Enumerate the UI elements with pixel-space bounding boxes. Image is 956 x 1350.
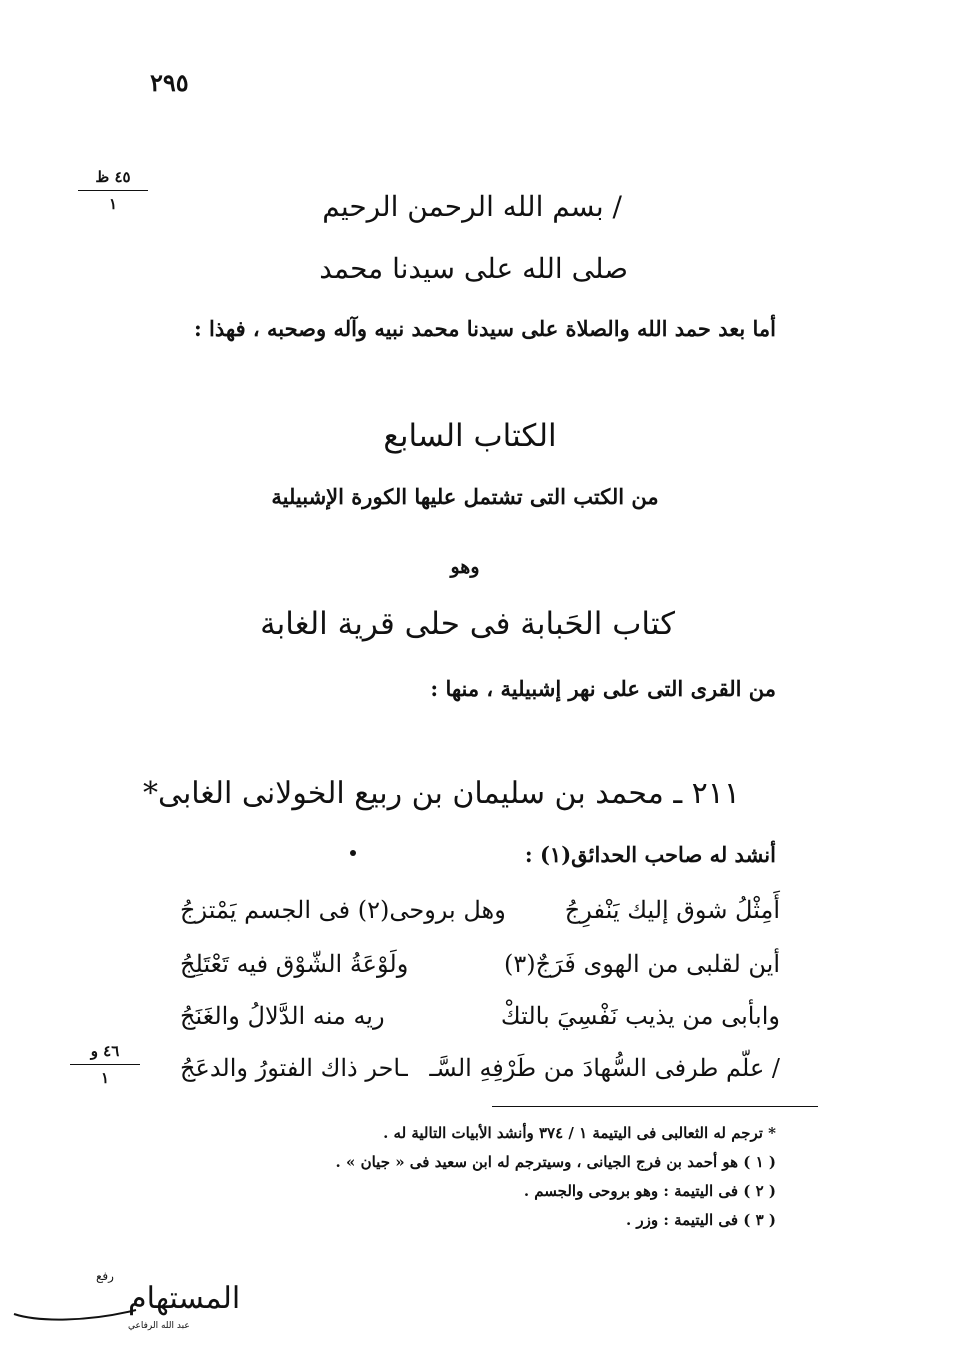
- verse-first-hemistich: وابأبى من يذيب نَفْسِيَ بالتكْ: [500, 1002, 780, 1030]
- opening-line: أما بعد حمد الله والصلاة على سيدنا محمد نبيه وآله وصحبه ، فهذا :: [193, 316, 776, 341]
- verse-first-hemistich: أَمِثْلُ شوق إليك يَنْفرِجُ: [564, 896, 780, 924]
- book-description: من الكتب التى تشتمل عليها الكورة الإشبيلية: [271, 484, 659, 509]
- margin-folio-number: ١: [100, 1069, 110, 1087]
- margin-folio-label: ٤٦ و: [90, 1042, 120, 1060]
- margin-rule: [70, 1064, 140, 1065]
- verse-line: [180, 1002, 780, 1046]
- verse-first-hemistich: / علّم طرفى السُّهادَ من طَرْفِهِ السَّـ: [429, 1054, 780, 1082]
- villages-intro: من القرى التى على نهر إشبيلية ، منها :: [430, 676, 776, 701]
- footnote: ( ٣ ) فى اليتيمة : وزر .: [625, 1211, 776, 1229]
- verse-first-hemistich: أين لقلبى من الهوى فَرَجٌ(٣): [504, 950, 780, 978]
- page-number: ٢٩٥: [150, 68, 189, 97]
- svg-text:عبد الله الرفاعي: عبد الله الرفاعي: [128, 1321, 190, 1331]
- margin-folio-mark: [78, 166, 148, 215]
- svg-text:المستهام: المستهام: [128, 1281, 241, 1316]
- verse-second-hemistich: ولَوْعَةُ الشّوْق فيه تَعْتَلِجُ: [180, 950, 409, 978]
- verse-line: [180, 1054, 780, 1098]
- margin-rule: [78, 190, 148, 191]
- library-seal-logo: [8, 1264, 241, 1332]
- salah-line: صلى الله على سيدنا محمد: [319, 252, 628, 285]
- svg-text:رفع: رفع: [96, 1269, 114, 1283]
- footnote: * ترجم له الثعالبى فى اليتيمة ١ / ٣٧٤ وأنشد الأبيات التالية له .: [383, 1124, 776, 1142]
- entry-heading: ٢١١ ـ محمد بن سليمان بن ربيع الخولانى الغابى*: [142, 776, 740, 811]
- verse-second-hemistich: ـاحر ذاك الفتورُ والدعَجُ: [180, 1054, 408, 1082]
- footnote: ( ١ ) هو أحمد بن فرج الجيانى ، وسيترجم له ابن سعيد فى « جيان » .: [335, 1153, 776, 1171]
- margin-folio-label: ٤٥ ظ: [95, 168, 131, 186]
- verse-second-hemistich: وهل بروحى(٢) فى الجسم يَمْتزجُ: [180, 896, 506, 924]
- margin-folio-mark: [70, 1040, 140, 1089]
- recited-by-line: أنشد له صاحب الحدائق(١) :: [524, 842, 776, 867]
- stray-dot: [350, 850, 356, 856]
- basmala: / بسم الله الرحمن الرحيم: [322, 190, 622, 223]
- footnote: ( ٢ ) فى اليتيمة : وهو بروحى والجسم .: [523, 1182, 776, 1200]
- margin-folio-number: ١: [108, 195, 118, 213]
- verse-line: [180, 950, 780, 994]
- footnote-rule: [492, 1106, 818, 1107]
- verse-second-hemistich: ريه منه الدَّلالُ والغَنَجُ: [180, 1002, 385, 1030]
- connector-text: وهو: [450, 556, 480, 578]
- book-name: كتاب الحَبابة فى حلى قرية الغابة: [260, 606, 675, 642]
- verse-line: [180, 896, 780, 940]
- book-title: الكتاب السابع: [383, 418, 557, 454]
